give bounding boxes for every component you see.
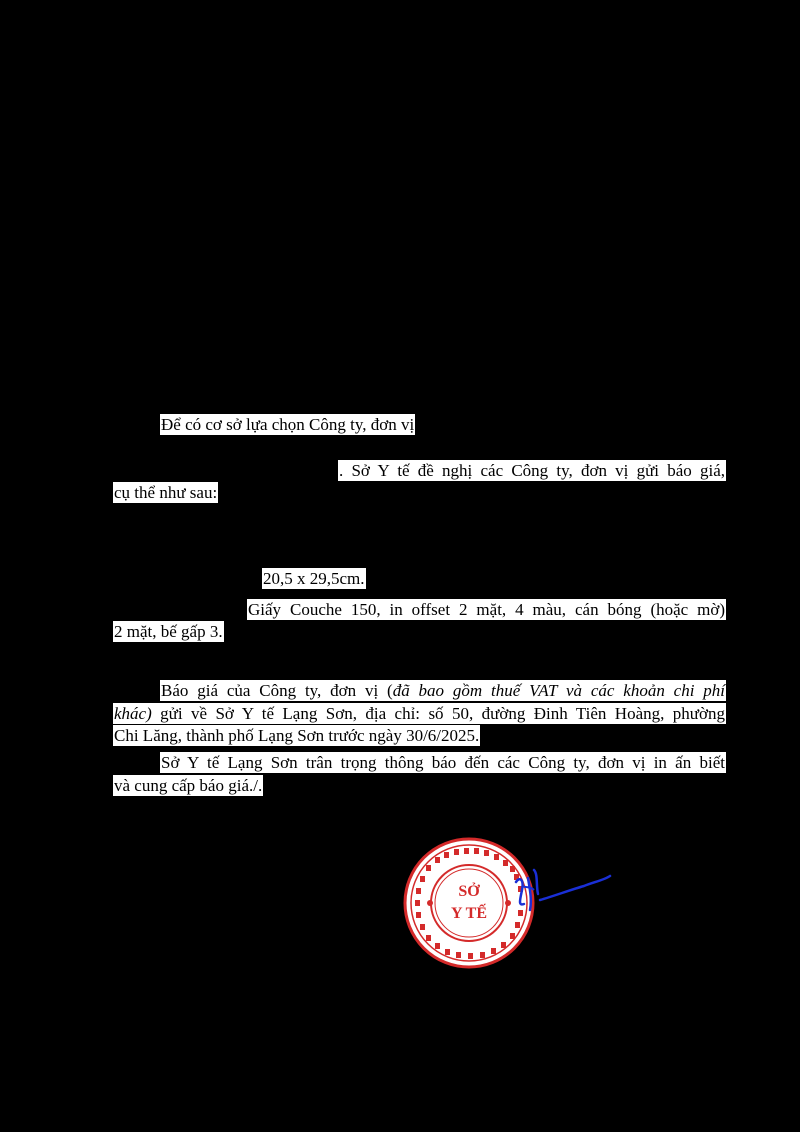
quote-line-3: Chi Lăng, thành phố Lạng Sơn trước ngày 30/6/2025. <box>114 726 480 745</box>
paper-spec-line-1: Giấy Couche 150, in offset 2 mặt, 4 màu, cán bóng (hoặc mờ) <box>248 600 725 619</box>
quote-line-1 <box>160 680 726 701</box>
quote-line-1-text: Báo giá của Công ty, đơn vị ( <box>161 681 393 700</box>
notice-line-2: và cung cấp báo giá./. <box>114 776 263 795</box>
notice-line-1: Sở Y tế Lạng Sơn trân trọng thông báo đến các Công ty, đơn vị in ấn biết <box>161 753 725 772</box>
seal-text-line-2: Y TẾ <box>450 905 488 922</box>
paper-spec-line-2: 2 mặt, bế gấp 3. <box>114 622 223 641</box>
seal-text-line-1: SỞ <box>458 883 480 900</box>
quote-line-2-text: gửi về Sở Y tế Lạng Sơn, địa chỉ: số 50, đường Đinh Tiên Hoàng, phường <box>151 704 725 723</box>
handwritten-signature <box>510 860 620 930</box>
quote-line-2 <box>113 703 726 724</box>
paragraph-request-line-1: . Sở Y tế đề nghị các Công ty, đơn vị gửi báo giá, <box>339 461 725 480</box>
size-spec: 20,5 x 29,5cm. <box>263 569 365 588</box>
quote-line-2-italic: khác) <box>114 704 152 723</box>
paragraph-request-line-2: cụ thể như sau: <box>114 483 218 502</box>
quote-line-1-italic: đã bao gồm thuế VAT và các khoản chi phí <box>392 681 725 700</box>
paragraph-intro-line: Để có cơ sở lựa chọn Công ty, đơn vị <box>161 415 415 434</box>
